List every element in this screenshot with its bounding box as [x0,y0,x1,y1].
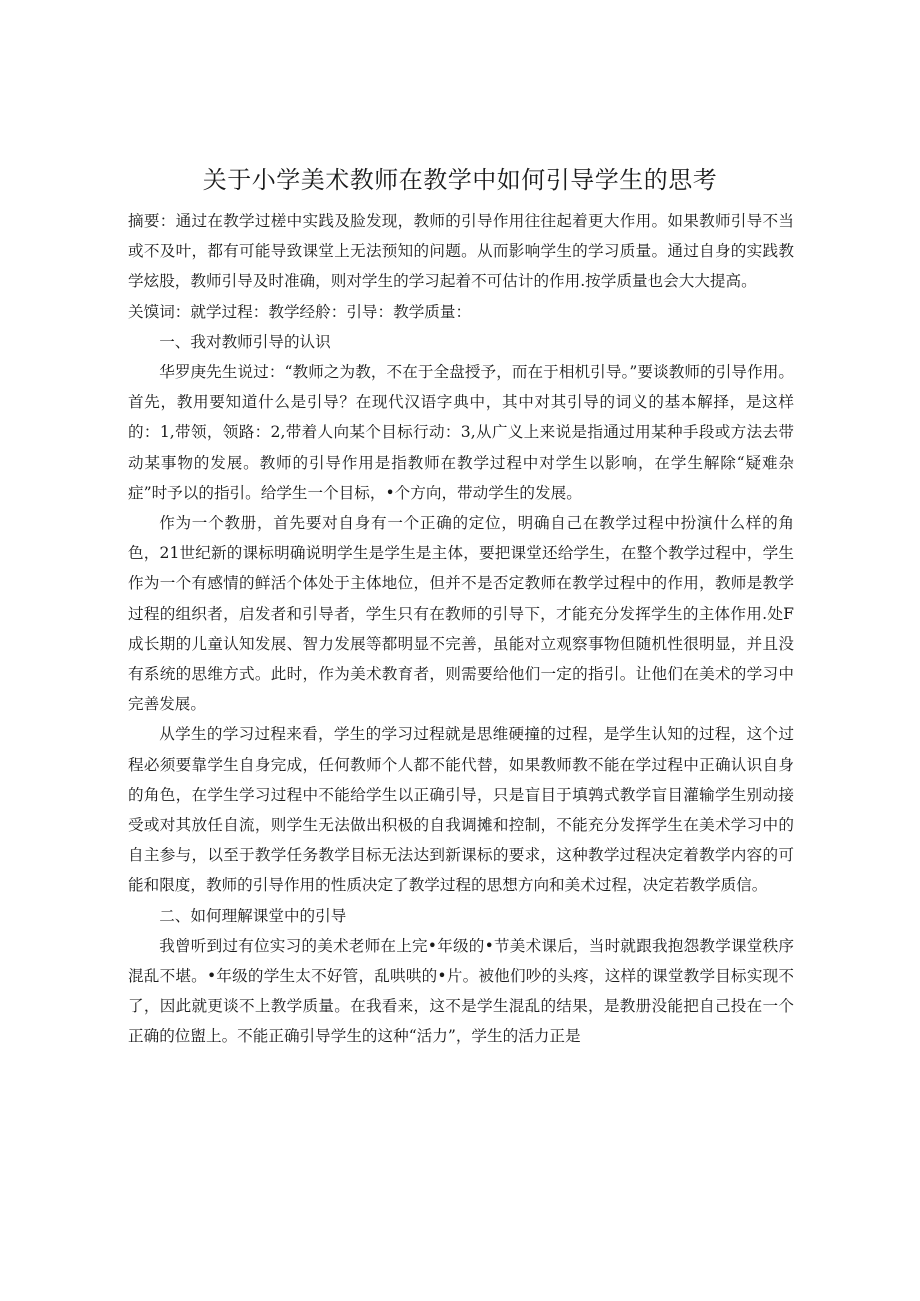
body-paragraph-4: 我曾听到过有位实习的美术老师在上完•年级的•节美术课后，当时就跟我抱怨教学课堂秩序混乱不堪。•年级的学生太不好管，乱哄哄的•片。被他们吵的头疼，这样的课堂教学目标实现不了，因此就更谈不上教学质量。在我看来，这不是学生混乱的结果，是教册没能把自己投在一个正确的位盥上。不能正确引导学生的这种“活力”，学生的活力正是 [128,936,794,1046]
abstract-paragraph: 摘要：通过在教学过槎中实践及脸发现，教师的引导作用往往起着更大作用。如果教师引导不当或不及叶，都有可能导致课堂上无法预知的问题。从而影响学生的学习质量。通过自身的实践教学炫股，教师引导及时准确，则对学生的学习起着不可估计的作用.按学质量也会大大提高。 [128,212,794,291]
keywords-line: 关馍词：就学过程：教学经舲：引导：教学质量： [128,302,472,321]
document-body [128,206,794,1052]
section-heading-2: 二、如何理解课堂中的引导 [159,906,347,925]
document-title: 关于小学美术教师在教学中如何引导学生的思考 [202,166,718,194]
section-heading-1: 一、我对教师引导的认识 [159,332,331,351]
body-paragraph-1: 华罗庚先生说过：“教师之为教，不在于全盘授予，而在于相机引导。”要谈教师的引导作用。首先，教用要知道什么是引导？在现代汉语字典中，其中对其引导的词义的基本解择，是这样的：1,带领，领路：2,带着人向某个目标行动：3,从广义上来说是指通过用某种手段或方法去带动某事物的发展。教师的引导作用是指教师在教学过程中对学生以影响，在学生解除“疑难杂症”时予以的指引。给学生一个目标，•个方向，带动学生的发展。 [128,363,794,502]
body-paragraph-2: 作为一个教册，首先要对自身有一个正确的定位，明确自己在教学过程中扮演什么样的角色，21世纪新的课标明确说明学生是学生是主体，要把课堂还给学生，在整个教学过程中，学生作为一个有感情的鲜活个体处于主体地位，但并不是否定教师在教学过程中的作用，教师是教学过程的组织者，启发者和引导者，学生只有在教师的引导下，才能充分发挥学生的主体作用.处F成长期的儿童认知发展、智力发展等都明显不完善，虽能对立观察事物但随机性很明显，并且没有系统的思维方式。此时，作为美术教育者，则需要给他们一定的指引。让他们在美术的学习中完善发展。 [128,514,794,714]
body-paragraph-3: 从学生的学习过程来看，学生的学习过程就是思维硬撞的过程，是学生认知的过程，这个过程必须要靠学生自身完成，任何教师个人都不能代替，如果教师教不能在学过程中正确认识自身的角色，在学生学习过程中不能给学生以正确引导，只是盲目于填鹑式教学盲目灌输学生别动接受或对其放任自流，则学生无法做出积极的自我调摊和控制，不能充分发挥学生在美术学习中的自主参与，以至于教学任务教学目标无法达到新课标的要求，这种教学过程决定着教学内容的可能和限度，教师的引导作用的性质决定了教学过程的思想方向和美术过程，决定若教学质信。 [128,725,794,895]
